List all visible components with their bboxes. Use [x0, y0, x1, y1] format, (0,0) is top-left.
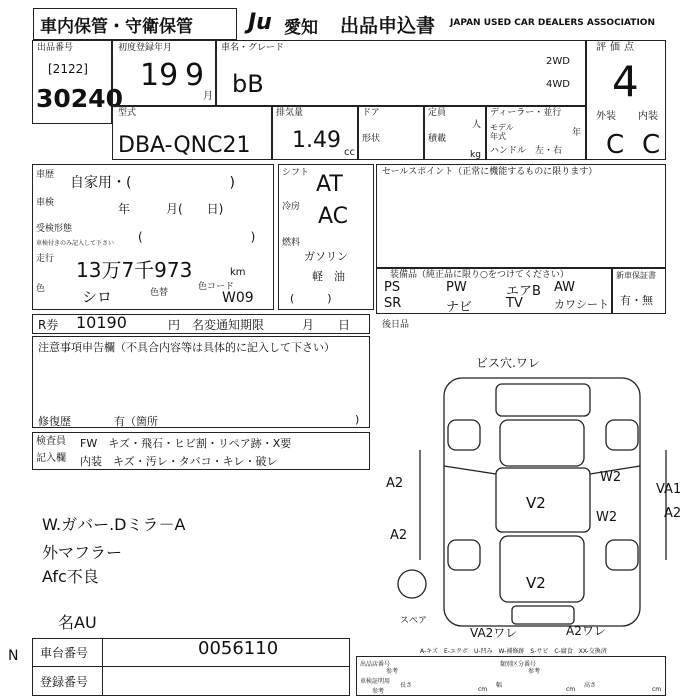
chassis-label: 車台番号 — [40, 646, 89, 660]
history-value: 自家用・( ) — [70, 175, 235, 191]
model-name: bB — [232, 70, 264, 98]
notice-value: 月 日 — [302, 318, 351, 332]
chassis-value: 0056110 — [198, 638, 279, 659]
exterior-checks: FW キズ・飛石・ヒビ割・リペア跡・X要 — [80, 437, 292, 450]
warranty-label: 新車保証書 — [616, 271, 656, 280]
footer-height: 高さ — [584, 682, 597, 689]
shape-label: 形状 — [362, 134, 381, 144]
drive-4wd: 4WD — [546, 79, 570, 90]
color-code-label: 色コード — [198, 282, 235, 292]
ac-value: AC — [318, 204, 349, 229]
exterior-label: 外装 — [596, 111, 616, 122]
notice-label: 名変通知期限 — [192, 318, 265, 332]
equipment-item: TV — [506, 296, 523, 311]
equipment-item: ナビ — [446, 300, 473, 315]
lot-bracket-code: [2122] — [48, 62, 88, 76]
color-value: シロ — [82, 288, 113, 306]
fuel-label: 燃料 — [282, 238, 301, 248]
recycle-unit: 円 — [168, 318, 181, 332]
shift-label: シフト — [282, 168, 310, 178]
capacity-label: 定員 — [428, 108, 447, 118]
load-label: 積載 — [428, 134, 447, 144]
mark-4: W2 — [596, 510, 618, 525]
capacity-unit: 人 — [472, 120, 482, 130]
mileage-value: 13万7千973 — [76, 258, 193, 282]
footer-inspect-no: 出品店番号 — [360, 661, 391, 668]
reg-month: 9 — [185, 58, 205, 93]
ac-label: 冷房 — [282, 202, 301, 212]
notes-label: 注意事項申告欄（不具合内容等は具体的に記入して下さい） — [38, 341, 335, 354]
footer-length: 長さ — [400, 682, 413, 689]
equipment-item: エアB — [506, 284, 541, 299]
mileage-unit: km — [230, 267, 246, 278]
fuel-diesel: 軽 油 — [312, 270, 345, 283]
equipment-item: カワシート — [554, 298, 609, 311]
receipt-label: 受検形態 — [36, 224, 73, 234]
receipt-note: 車検付きのみ記入して下さい — [36, 240, 115, 247]
footer-cm-2: cm — [566, 686, 576, 693]
inspection-label: 車検 — [36, 198, 55, 208]
receipt-value: ( ) — [138, 230, 256, 244]
recycle-label: R券 — [38, 318, 59, 332]
recycle-value: 10190 — [76, 313, 127, 332]
repair-value: 有（箇所 — [114, 415, 158, 428]
note-line-1: W.ガバー.Dミラ－A — [42, 515, 186, 534]
chassis-divider — [32, 666, 350, 667]
reg-year: 19 — [140, 58, 179, 93]
footer-note-2: 参考 — [528, 668, 541, 675]
footer-regnum: 類別区分番号 — [500, 661, 537, 668]
repair-label: 修復歴 — [38, 415, 71, 428]
load-unit: kg — [470, 150, 481, 160]
footer-note-3: 参考 — [372, 688, 385, 695]
interior-checks: 内装 キズ・汚レ・タバコ・キレ・破レ — [80, 455, 278, 468]
diagram-top-note: ビス穴.ワレ — [476, 356, 540, 370]
note-line-4: 名AU — [58, 613, 97, 632]
chassis-col-divider — [102, 638, 103, 696]
interior-label: 内装 — [638, 111, 658, 122]
ju-logo: Ju — [248, 10, 272, 35]
diagram-legend: A-キズ E-エクボ U-凹み W-補修跡 S-サビ C-腐食 XX-交換済 — [420, 648, 607, 655]
month-unit: 月 — [203, 91, 213, 102]
lot-label: 出品番号 — [37, 43, 74, 53]
color-label: 色 — [36, 284, 46, 294]
mark-6: V2 — [526, 574, 546, 592]
document-title: 出品申込書 — [340, 15, 436, 37]
equipment-item: SR — [384, 296, 402, 311]
interior-grade: C — [642, 130, 661, 160]
mark-5: V2 — [526, 494, 546, 512]
rating-label: 評価点 — [596, 42, 638, 53]
first-reg-label: 初度登録年月 — [118, 43, 173, 53]
repair-close: ) — [355, 413, 360, 426]
reg-number-label: 登録番号 — [40, 675, 89, 689]
inspector-label: 検査員 — [36, 436, 66, 447]
equipment-label: 装備品（純正品に限り○をつけてください） — [390, 270, 569, 280]
color-code: W09 — [222, 290, 254, 306]
equipment-item: AW — [554, 280, 576, 295]
mark-2: A2 — [390, 528, 408, 543]
sales-point-label: セールスポイント（正常に機能するものに限ります） — [382, 167, 598, 177]
record-label: 記入欄 — [36, 453, 66, 464]
lot-number: 30240 — [36, 84, 123, 113]
type-label: 型式 — [118, 108, 137, 118]
warranty-value: 有・無 — [620, 294, 653, 307]
mark-7: VA1 — [656, 482, 682, 497]
equipment-item: PW — [446, 280, 467, 295]
shift-value: AT — [316, 172, 343, 197]
exterior-grade: C — [606, 130, 625, 160]
displacement-unit: cc — [344, 147, 355, 158]
note-line-2: 外マフラー — [42, 543, 123, 562]
equipment-item: PS — [384, 280, 401, 295]
footer-width: 幅 — [496, 682, 503, 689]
association-jp: 愛知 — [284, 18, 318, 38]
diagram-bottom-left: VA2ワレ — [470, 626, 518, 640]
drive-2wd: 2WD — [546, 56, 570, 67]
displacement-label: 排気量 — [276, 108, 304, 118]
spare-label: スペア — [400, 616, 428, 626]
association-en: JAPAN USED CAR DEALERS ASSOCIATION — [450, 18, 655, 28]
footer-note-1: 参考 — [386, 668, 399, 675]
footer-cm-1: cm — [478, 686, 488, 693]
mark-3: W2 — [600, 470, 622, 485]
fuel-other: ( ) — [290, 292, 332, 305]
footer-cert: 車検証明用 — [360, 678, 391, 685]
type-value: DBA-QNC21 — [118, 133, 251, 158]
door-label: ドア — [362, 108, 380, 118]
handle-label: ハンドル 左・右 — [490, 146, 563, 156]
rating-score: 4 — [612, 57, 639, 106]
storage-label: 車内保管・守衛保管 — [40, 17, 193, 37]
diagram-bottom-right: A2ワレ — [566, 624, 606, 638]
dealer-label: ディーラー・並行 — [490, 108, 562, 118]
model-year-label: モデル 年式 — [490, 123, 514, 141]
footer-cm-3: cm — [652, 686, 662, 693]
color-change-label: 色替 — [150, 288, 169, 298]
mark-8: A2 — [664, 506, 682, 521]
displacement-value: 1.49 — [292, 128, 341, 153]
fuel-gas: ガソリン — [304, 250, 348, 263]
inspection-value: 年 月( 日) — [118, 202, 224, 216]
mark-1: A2 — [386, 476, 404, 491]
history-label: 車歴 — [36, 170, 55, 180]
note-line-3: Afc不良 — [42, 567, 99, 586]
mileage-label: 走行 — [36, 254, 55, 264]
year-unit: 年 — [572, 128, 582, 138]
margin-mark: N — [8, 648, 19, 664]
model-label: 車名・グレード — [221, 43, 285, 53]
rear-seat-label: 後日品 — [382, 320, 410, 330]
